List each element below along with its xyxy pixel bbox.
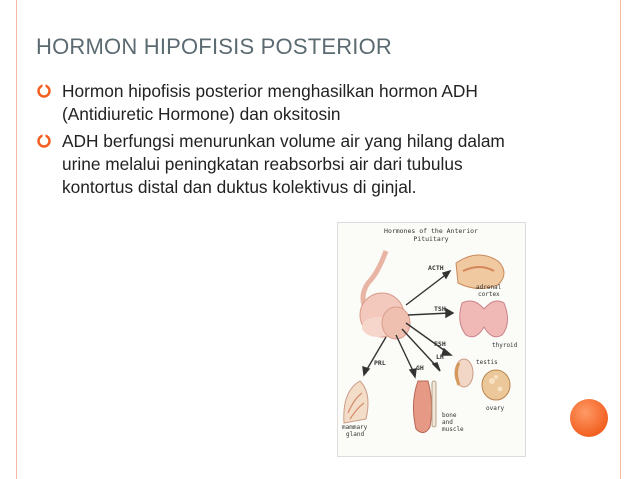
label-thyroid: thyroid: [492, 342, 518, 349]
label-tsh: TSH: [434, 305, 446, 313]
bullet-item: [36, 130, 536, 199]
pituitary-gland-icon: [360, 251, 410, 339]
label-adrenal-2: cortex: [478, 291, 500, 298]
bullet-item: [36, 80, 536, 126]
figure-title-line2: Pituitary: [413, 235, 449, 243]
orange-ring-bullet-icon: [36, 83, 52, 99]
bone-and-muscle-icon: [413, 381, 436, 433]
label-prl: PRL: [374, 359, 386, 367]
label-bone-1: bone: [442, 412, 457, 419]
label-mammary-2: gland: [346, 431, 365, 438]
label-fsh: FSH: [434, 340, 446, 348]
testis-icon: [455, 359, 473, 387]
pituitary-diagram: [338, 223, 525, 456]
thyroid-icon: [460, 301, 508, 337]
label-mammary-1: mammary: [342, 424, 368, 431]
left-frame-line: [16, 0, 17, 479]
label-bone-3: muscle: [442, 426, 464, 433]
right-frame-line: [620, 0, 621, 479]
label-adrenal-1: adrenal: [476, 284, 502, 291]
slide-title: HORMON HIPOFISIS POSTERIOR: [36, 34, 393, 59]
orange-ring-bullet-icon: [36, 133, 52, 149]
bullet-text: ADH berfungsi menurunkan volume air yang hilang dalam urine melalui peningkatan reabsorbsi air dari tubulus kontortus distal dan duktus kolektivus di ginjal.: [62, 131, 505, 197]
ovary-icon: [482, 370, 510, 400]
label-bone-2: and: [442, 419, 453, 426]
pituitary-hormones-figure: [337, 222, 526, 457]
label-acth: ACTH: [428, 264, 444, 272]
bullet-text: Hormon hipofisis posterior menghasilkan hormon ADH (Antidiuretic Hormone) dan oksitosin: [62, 81, 478, 124]
label-gh: GH: [416, 364, 424, 372]
mammary-gland-icon: [344, 381, 368, 423]
figure-title-line1: Hormones of the Anterior: [384, 227, 478, 235]
decorative-orange-circle: [570, 399, 608, 437]
label-lh: LH: [436, 353, 444, 361]
bullet-list: [36, 80, 536, 203]
label-ovary: ovary: [486, 405, 505, 412]
label-testis: testis: [476, 359, 498, 366]
